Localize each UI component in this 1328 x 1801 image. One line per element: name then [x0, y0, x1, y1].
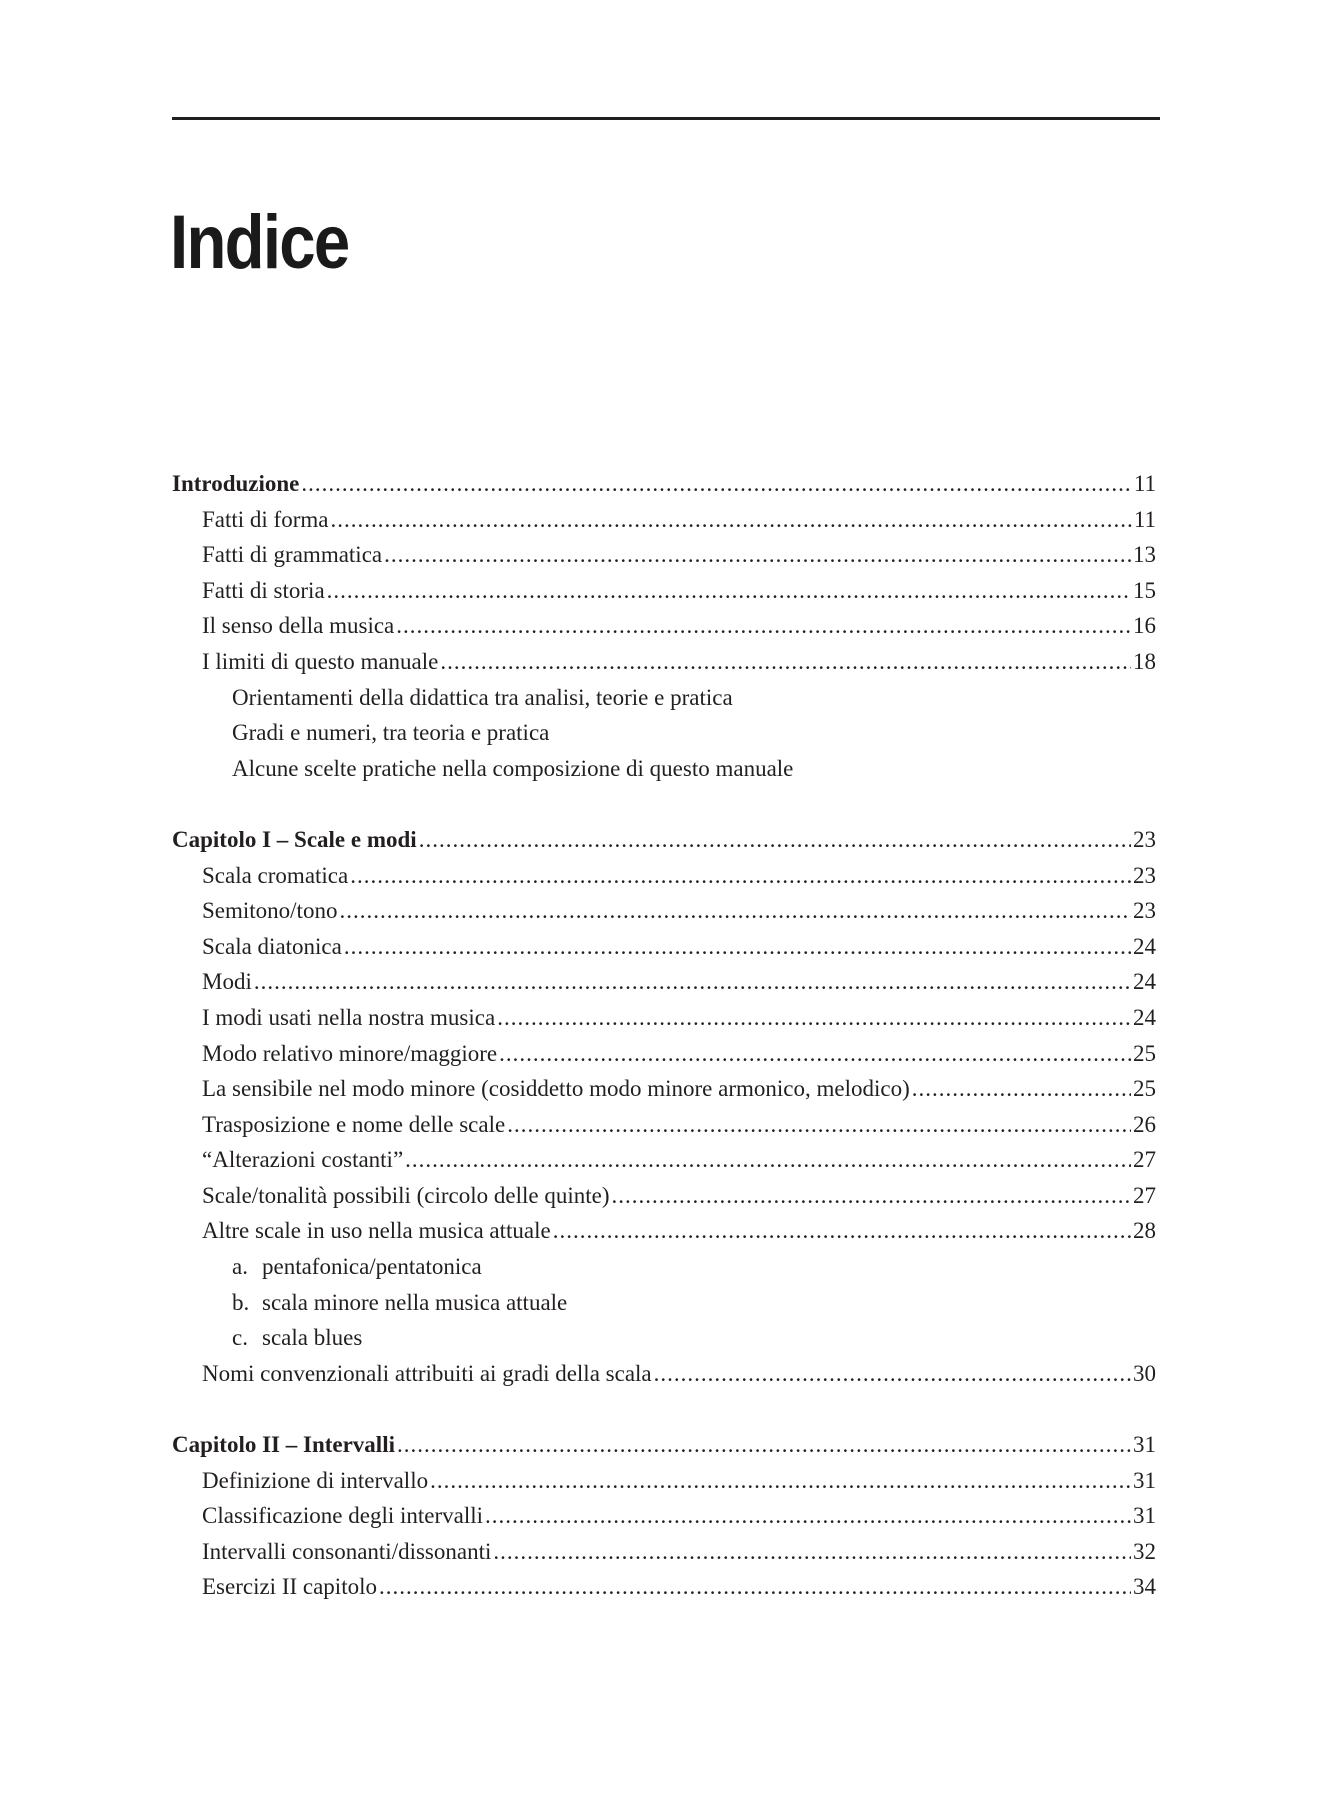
toc-dot-leader	[430, 1463, 1131, 1499]
toc-entry-title: Fatti di forma	[202, 506, 329, 532]
toc-entry[interactable]	[172, 680, 1156, 716]
toc-entry-title: Scala diatonica	[202, 933, 342, 959]
toc-page-number: 26	[1133, 1111, 1156, 1137]
toc-page-number: 34	[1133, 1574, 1156, 1600]
toc-entry[interactable]	[172, 1463, 1156, 1499]
toc-entry-title: Capitolo I – Scale e modi	[172, 826, 417, 852]
toc-entry-title: I limiti di questo manuale	[202, 648, 439, 674]
toc-section	[172, 466, 1156, 786]
toc-page-number: 23	[1133, 862, 1156, 888]
toc-dot-leader	[379, 1569, 1131, 1605]
toc-entry-title: Fatti di grammatica	[202, 542, 383, 568]
toc-dot-leader	[397, 1427, 1131, 1463]
toc-entry-title: Alcune scelte pratiche nella composizione di questo manuale	[232, 755, 794, 781]
toc-chapter-entry[interactable]	[172, 822, 1156, 858]
toc-entry-title: Fatti di storia	[202, 577, 325, 603]
toc-section	[172, 1427, 1156, 1605]
toc-entry-marker: a.	[232, 1254, 248, 1280]
toc-page-number: 11	[1133, 471, 1156, 496]
toc-page-number: 16	[1133, 613, 1156, 639]
toc-entry[interactable]	[172, 644, 1156, 680]
toc-page-number: 28	[1133, 1218, 1156, 1244]
toc-page-number: 31	[1133, 1467, 1156, 1493]
toc-dot-leader	[419, 822, 1131, 858]
toc-page-number: 25	[1133, 1076, 1156, 1102]
toc-entry-title: Il senso della musica	[202, 613, 395, 639]
toc-entry-title: Trasposizione e nome delle scale	[202, 1111, 506, 1137]
toc-dot-leader	[301, 466, 1131, 502]
toc-entry[interactable]	[172, 858, 1156, 894]
toc-entry-title: scala blues	[262, 1325, 363, 1351]
toc-page-number: 15	[1133, 577, 1156, 603]
toc-entry[interactable]	[172, 1036, 1156, 1072]
toc-entry-title: Orientamenti della didattica tra analisi, teorie e pratica	[232, 684, 733, 710]
toc-page-number: 24	[1133, 969, 1156, 995]
toc-entry-title: I modi usati nella nostra musica	[202, 1004, 496, 1030]
table-of-contents	[172, 466, 1156, 1641]
toc-dot-leader	[350, 858, 1131, 894]
toc-page-number: 27	[1133, 1182, 1156, 1208]
toc-entry[interactable]	[172, 893, 1156, 929]
toc-entry[interactable]	[172, 1107, 1156, 1143]
toc-entry-title: Capitolo II – Intervalli	[172, 1432, 395, 1458]
toc-page-number: 24	[1133, 933, 1156, 959]
toc-page-number: 30	[1133, 1360, 1156, 1386]
toc-entry-title: Intervalli consonanti/dissonanti	[202, 1538, 492, 1564]
toc-page-number: 25	[1133, 1040, 1156, 1066]
toc-entry[interactable]	[172, 1569, 1156, 1605]
toc-page-number: 11	[1133, 506, 1156, 532]
toc-dot-leader	[254, 964, 1131, 1000]
toc-chapter-entry[interactable]	[172, 1427, 1156, 1463]
toc-page-number: 23	[1133, 898, 1156, 924]
toc-entry[interactable]	[172, 1534, 1156, 1570]
toc-entry-title: Introduzione	[172, 471, 300, 496]
toc-entry-marker: b.	[232, 1289, 250, 1315]
toc-entry[interactable]	[172, 751, 1156, 787]
toc-dot-leader	[499, 1036, 1131, 1072]
toc-entry[interactable]	[172, 1320, 1156, 1356]
toc-dot-leader	[344, 929, 1131, 965]
toc-entry-title: “Alterazioni costanti”	[202, 1147, 404, 1173]
toc-entry-title: Altre scale in uso nella musica attuale	[202, 1218, 551, 1244]
toc-entry[interactable]	[172, 1000, 1156, 1036]
toc-entry-title: Modi	[202, 969, 252, 995]
toc-entry-marker: c.	[232, 1325, 248, 1351]
toc-entry-title: Definizione di intervallo	[202, 1467, 429, 1493]
toc-entry[interactable]	[172, 1285, 1156, 1321]
toc-entry[interactable]	[172, 964, 1156, 1000]
toc-entry-title: Modo relativo minore/maggiore	[202, 1040, 498, 1066]
toc-page-number: 32	[1133, 1538, 1156, 1564]
toc-entry-title: Scala cromatica	[202, 862, 349, 888]
toc-entry[interactable]	[172, 929, 1156, 965]
toc-entry[interactable]	[172, 1142, 1156, 1178]
toc-entry-title: Semitono/tono	[202, 898, 338, 924]
top-rule	[172, 117, 1160, 120]
toc-entry[interactable]	[172, 1498, 1156, 1534]
toc-entry[interactable]	[172, 537, 1156, 573]
toc-entry[interactable]	[172, 1071, 1156, 1107]
toc-dot-leader	[396, 608, 1131, 644]
toc-entry[interactable]	[172, 608, 1156, 644]
toc-entry[interactable]	[172, 1178, 1156, 1214]
toc-entry-title: Nomi convenzionali attribuiti ai gradi della scala	[202, 1360, 652, 1386]
toc-entry[interactable]	[172, 1249, 1156, 1285]
toc-dot-leader	[485, 1498, 1131, 1534]
toc-entry[interactable]	[172, 1356, 1156, 1392]
toc-chapter-entry[interactable]	[172, 466, 1156, 502]
toc-entry-title: Scale/tonalità possibili (circolo delle quinte)	[202, 1182, 610, 1208]
toc-entry-title: Classificazione degli intervalli	[202, 1503, 484, 1529]
toc-page-number: 24	[1133, 1004, 1156, 1030]
toc-entry-title: Esercizi II capitolo	[202, 1574, 377, 1600]
toc-dot-leader	[339, 893, 1131, 929]
toc-page-number: 18	[1133, 648, 1156, 674]
toc-entry[interactable]	[172, 573, 1156, 609]
toc-dot-leader	[507, 1107, 1131, 1143]
toc-entry[interactable]	[172, 715, 1156, 751]
toc-dot-leader	[497, 1000, 1131, 1036]
toc-dot-leader	[330, 502, 1131, 538]
toc-entry-title: Gradi e numeri, tra teoria e pratica	[232, 720, 550, 746]
toc-dot-leader	[912, 1071, 1131, 1107]
toc-dot-leader	[384, 537, 1131, 573]
toc-entry[interactable]	[172, 502, 1156, 538]
toc-page-number: 31	[1133, 1503, 1156, 1529]
toc-dot-leader	[405, 1142, 1131, 1178]
toc-page-number: 27	[1133, 1147, 1156, 1173]
toc-dot-leader	[440, 644, 1131, 680]
toc-entry-title: La sensibile nel modo minore (cosiddetto modo minore armonico, melodico)	[202, 1076, 910, 1102]
toc-page-number: 31	[1133, 1432, 1156, 1458]
page-title: Indice	[170, 200, 349, 285]
toc-entry[interactable]	[172, 1213, 1156, 1249]
toc-dot-leader	[493, 1534, 1131, 1570]
toc-page-number: 23	[1133, 826, 1156, 852]
toc-entry-title: pentafonica/pentatonica	[262, 1254, 482, 1280]
toc-dot-leader	[612, 1178, 1132, 1214]
toc-section	[172, 822, 1156, 1392]
toc-dot-leader	[654, 1356, 1131, 1392]
toc-page-number: 13	[1133, 542, 1156, 568]
toc-entry-title: scala minore nella musica attuale	[262, 1289, 568, 1315]
toc-dot-leader	[327, 573, 1131, 609]
toc-dot-leader	[553, 1213, 1131, 1249]
